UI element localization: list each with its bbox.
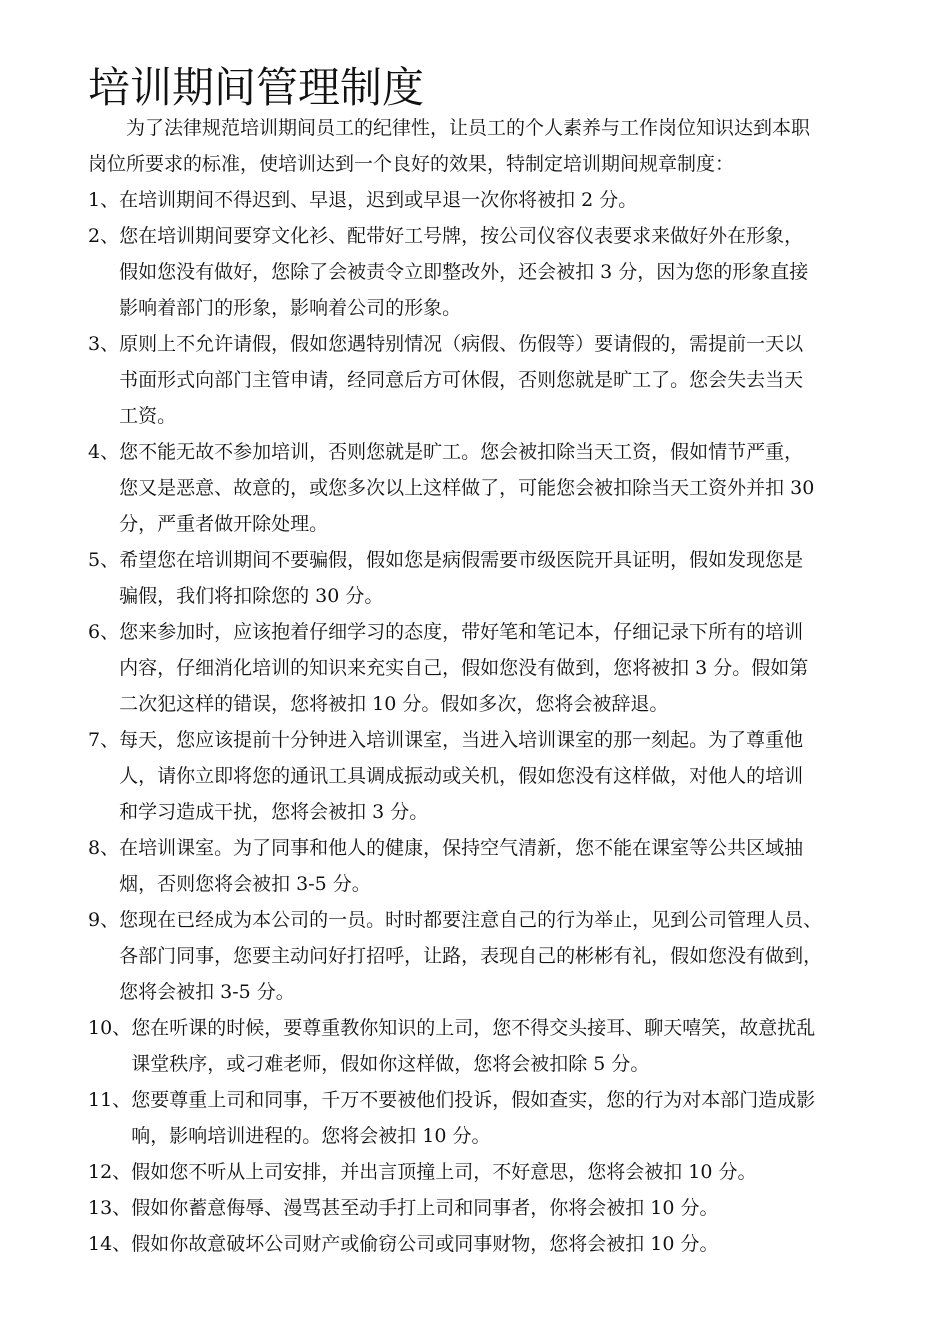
- rule-item: [88, 1154, 880, 1190]
- rule-line: 分，严重者做开除处理。: [119, 513, 329, 535]
- rule-line: 假如你故意破坏公司财产或偷窃公司或同事财物，您将会被扣 10 分。: [131, 1233, 719, 1255]
- rule-line: 希望您在培训期间不要骗假，假如您是病假需要市级医院开具证明，假如发现您是: [119, 549, 804, 571]
- rule-line: 课堂秩序，或刁难老师，假如你这样做，您将会被扣除 5 分。: [131, 1053, 650, 1075]
- rule-line: 骗假，我们将扣除您的 30 分。: [119, 585, 384, 607]
- rule-line: 您又是恶意、故意的，或您多次以上这样做了，可能您会被扣除当天工资外并扣 30: [119, 477, 815, 499]
- rule-line: 假如您没有做好，您除了会被责令立即整改外，还会被扣 3 分，因为您的形象直接: [119, 261, 809, 283]
- rule-text: [119, 542, 880, 614]
- rule-line: 书面形式向部门主管申请，经同意后方可休假，否则您就是旷工了。您会失去当天: [119, 369, 804, 391]
- rule-text: [119, 830, 880, 902]
- rule-line: 您在培训期间要穿文化衫、配带好工号牌，按公司仪容仪表要求来做好外在形象，: [119, 225, 804, 247]
- rule-line: 假如你蓄意侮辱、漫骂甚至动手打上司和同事者，你将会被扣 10 分。: [131, 1197, 719, 1219]
- rule-number: 14、: [88, 1233, 132, 1255]
- rule-item: [88, 542, 880, 614]
- rule-line: 内容，仔细消化培训的知识来充实自己，假如您没有做到，您将被扣 3 分。假如第: [119, 657, 809, 679]
- rule-number: 12、: [88, 1161, 132, 1183]
- rule-line: 您来参加时，应该抱着仔细学习的态度，带好笔和笔记本，仔细记录下所有的培训: [119, 621, 804, 643]
- rule-line: 您将会被扣 3-5 分。: [119, 981, 295, 1003]
- rule-item: [88, 218, 880, 326]
- rule-number: 2、: [88, 225, 120, 247]
- rule-line: 您要尊重上司和同事，千万不要被他们投诉，假如查实，您的行为对本部门造成影: [131, 1089, 816, 1111]
- rule-item: [88, 902, 880, 1010]
- rule-item: [88, 1226, 880, 1262]
- rule-line: 您在听课的时候，要尊重教你知识的上司，您不得交头接耳、聊天嘻笑，故意扰乱: [131, 1017, 816, 1039]
- rule-number: 9、: [88, 909, 120, 931]
- rule-text: [119, 434, 880, 542]
- rule-line: 影响着部门的形象，影响着公司的形象。: [119, 297, 462, 319]
- rule-number: 10、: [88, 1017, 132, 1039]
- intro-line: 岗位所要求的标准，使培训达到一个良好的效果，特制定培训期间规章制度：: [88, 153, 735, 175]
- rule-line: 假如您不听从上司安排，并出言顶撞上司，不好意思，您将会被扣 10 分。: [131, 1161, 757, 1183]
- rule-text: [119, 614, 880, 722]
- rule-text: [131, 1154, 880, 1190]
- rule-text: [131, 1010, 880, 1082]
- rule-line: 二次犯这样的错误，您将被扣 10 分。假如多次，您将会被辞退。: [119, 693, 669, 715]
- rule-item: [88, 182, 880, 218]
- rule-number: 11、: [88, 1089, 132, 1111]
- document-body: [88, 110, 880, 1262]
- document-title: 培训期间管理制度: [88, 63, 425, 112]
- rule-line: 和学习造成干扰，您将会被扣 3 分。: [119, 801, 429, 823]
- rule-text: [119, 182, 880, 218]
- rule-item: [88, 434, 880, 542]
- rule-item: [88, 614, 880, 722]
- rule-item: [88, 722, 880, 830]
- rule-line: 在培训期间不得迟到、早退，迟到或早退一次你将被扣 2 分。: [119, 189, 638, 211]
- rule-number: 7、: [88, 729, 120, 751]
- rule-line: 在培训课室。为了同事和他人的健康，保持空气清新，您不能在课室等公共区域抽: [119, 837, 804, 859]
- intro-line: 为了法律规范培训期间员工的纪律性，让员工的个人素养与工作岗位知识达到本职: [126, 117, 811, 139]
- rule-line: 响，影响培训进程的。您将会被扣 10 分。: [131, 1125, 491, 1147]
- rule-text: [131, 1082, 880, 1154]
- rule-line: 人，请你立即将您的通讯工具调成振动或关机，假如您没有这样做，对他人的培训: [119, 765, 804, 787]
- rule-item: [88, 1190, 880, 1226]
- rule-line: 工资。: [119, 405, 177, 427]
- rule-number: 13、: [88, 1197, 132, 1219]
- rule-text: [119, 902, 880, 1010]
- intro-paragraph: [88, 110, 880, 182]
- rule-text: [119, 218, 880, 326]
- rule-number: 4、: [88, 441, 120, 463]
- rule-text: [119, 722, 880, 830]
- rule-text: [119, 326, 880, 434]
- rule-line: 每天，您应该提前十分钟进入培训课室，当进入培训课室的那一刻起。为了尊重他: [119, 729, 804, 751]
- rule-number: 6、: [88, 621, 120, 643]
- rule-number: 5、: [88, 549, 120, 571]
- rule-number: 3、: [88, 333, 120, 355]
- rule-line: 原则上不允许请假，假如您遇特别情况（病假、伤假等）要请假的，需提前一天以: [119, 333, 804, 355]
- rule-line: 烟，否则您将会被扣 3-5 分。: [119, 873, 371, 895]
- rule-number: 1、: [88, 189, 120, 211]
- rule-line: 您不能无故不参加培训，否则您就是旷工。您会被扣除当天工资，假如情节严重，: [119, 441, 804, 463]
- rule-line: 各部门同事，您要主动问好打招呼，让路，表现自己的彬彬有礼，假如您没有做到，: [119, 945, 823, 967]
- rule-item: [88, 1082, 880, 1154]
- rule-item: [88, 830, 880, 902]
- rule-text: [131, 1226, 880, 1262]
- rule-number: 8、: [88, 837, 120, 859]
- rule-text: [131, 1190, 880, 1226]
- rule-item: [88, 1010, 880, 1082]
- rule-item: [88, 326, 880, 434]
- rule-line: 您现在已经成为本公司的一员。时时都要注意自己的行为举止，见到公司管理人员、: [119, 909, 823, 931]
